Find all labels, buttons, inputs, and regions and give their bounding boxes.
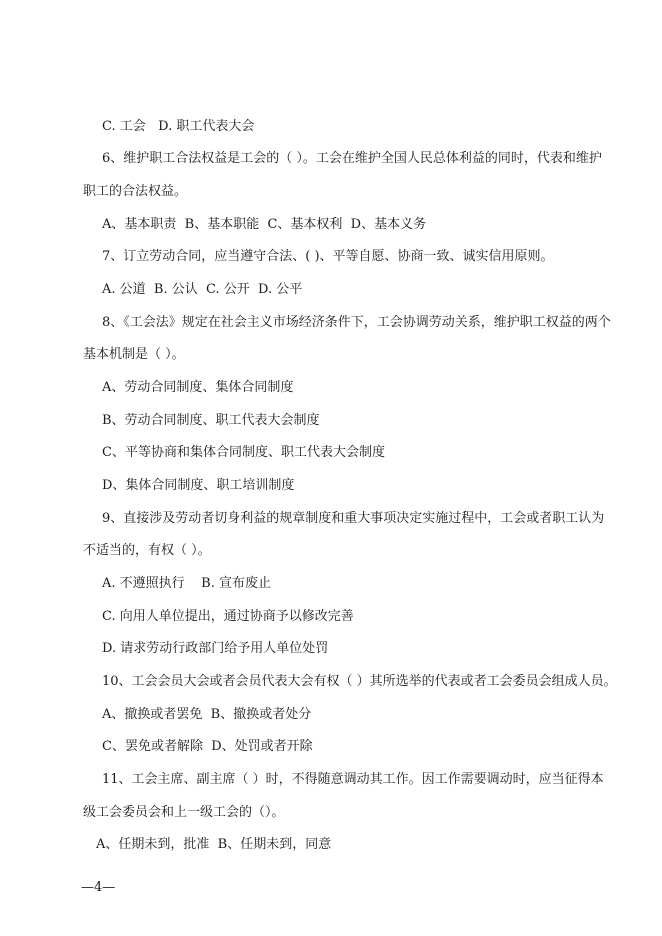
option-line: A、劳动合同制度、集体合同制度 <box>102 380 294 395</box>
option-line: C、平等协商和集体合同制度、职工代表大会制度 <box>102 445 385 460</box>
question-8: 8、《工会法》规定在社会主义市场经济条件下，工会协调劳动关系，维护职工权益的两个 <box>102 315 611 330</box>
question-6-options: A、基本职责 B、基本职能 C、基本权利 D、基本义务 <box>102 217 427 232</box>
question-7: 7、订立劳动合同，应当遵守合法、( )、平等自愿、协商一致、诚实信用原则。 <box>102 249 554 264</box>
text-line: C. 工会 D. 职工代表大会 <box>102 119 255 134</box>
option-line: C、罢免或者解除 D、处罚或者开除 <box>102 739 313 754</box>
text-line: 职工的合法权益。 <box>83 184 188 199</box>
question-10: 10、工会会员大会或者会员代表大会有权（ ）其所选举的代表或者工会委员会组成人员。 <box>102 674 617 689</box>
option-line: C. 向用人单位提出，通过协商予以修改完善 <box>102 609 354 624</box>
text-line: 基本机制是（ ）。 <box>83 347 185 362</box>
question-9: 9、直接涉及劳动者切身利益的规章制度和重大事项决定实施过程中，工会或者职工认为 <box>102 511 605 526</box>
option-line: A. 不遵照执行 B. 宣布废止 <box>102 576 272 591</box>
question-7-options: A. 公道 B. 公认 C. 公开 D. 公平 <box>102 282 303 297</box>
option-line: D、集体合同制度、职工培训制度 <box>102 478 295 493</box>
option-line: A、撤换或者罢免 B、撤换或者处分 <box>102 707 312 722</box>
option-line: B、劳动合同制度、职工代表大会制度 <box>102 413 320 428</box>
question-6: 6、维护职工合法权益是工会的（ ）。工会在维护全国人民总体利益的同时，代表和维护 <box>102 151 602 166</box>
page-number: —4— <box>81 880 116 895</box>
text-line: 级工会委员会和上一级工会的（）。 <box>83 805 285 820</box>
text-line: 不适当的，有权（ ）。 <box>83 543 211 558</box>
question-11: 11、工会主席、副主席（ ）时，不得随意调动其工作。因工作需要调动时，应当征得本 <box>102 772 604 787</box>
option-line: A、任期未到，批准 B、任期未到，同意 <box>96 837 332 852</box>
option-line: D. 请求劳动行政部门给予用人单位处罚 <box>102 641 329 656</box>
